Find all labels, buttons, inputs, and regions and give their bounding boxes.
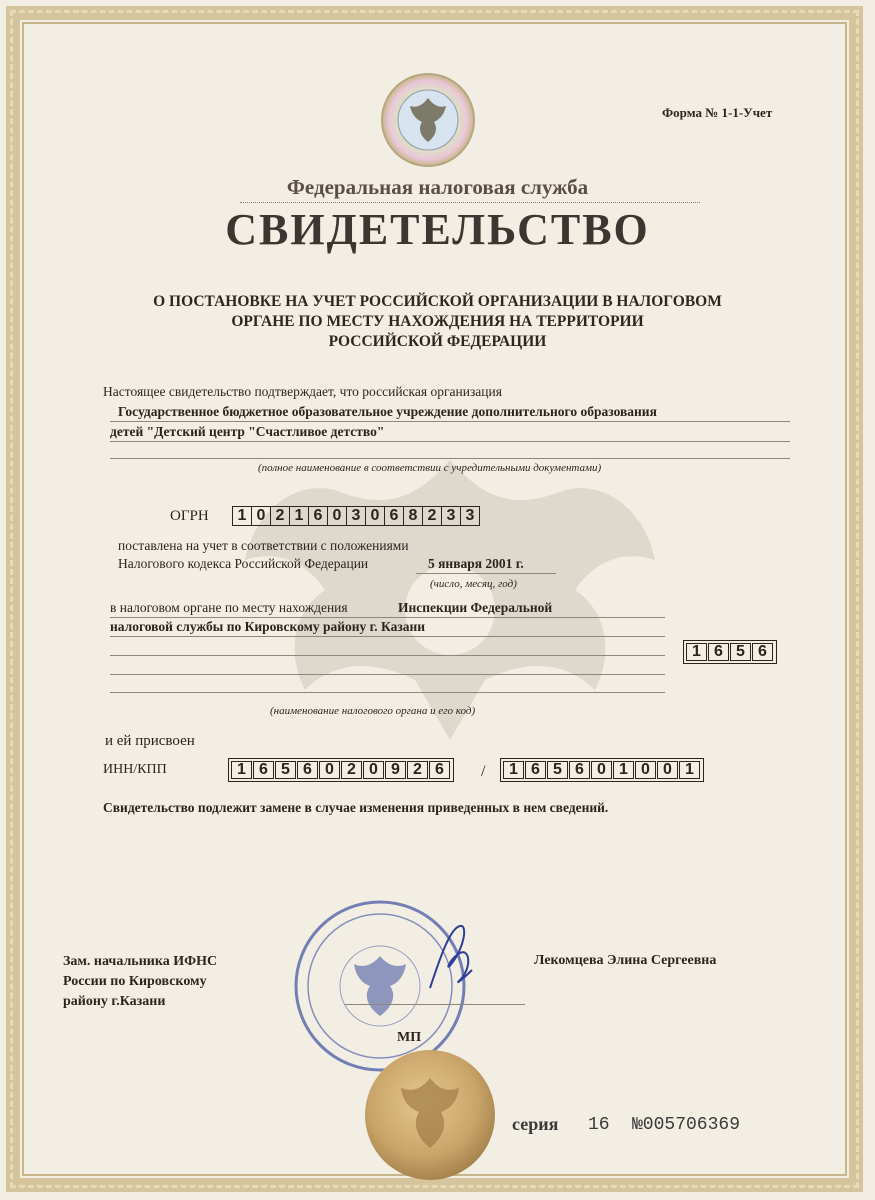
- signer-position-line: Зам. начальника ИФНС: [63, 954, 218, 969]
- rule: [110, 655, 665, 656]
- rule: [110, 458, 790, 459]
- authority-intro: в налоговом органе по месту нахождения: [110, 600, 348, 615]
- authority-name-line-2: налоговой службы по Кировскому району г. Казани: [110, 619, 426, 634]
- ogrn-digit: 2: [271, 507, 290, 525]
- mp-label: МП: [397, 1030, 422, 1045]
- subtitle-line: ОРГАНЕ ПО МЕСТУ НАХОЖДЕНИЯ НА ТЕРРИТОРИИ: [231, 313, 644, 330]
- ogrn-digit: 8: [404, 507, 423, 525]
- ogrn-digit: 0: [328, 507, 347, 525]
- signature: [420, 918, 480, 998]
- ogrn-value: [232, 506, 480, 526]
- inn-kpp-separator: /: [481, 763, 486, 780]
- service-name: Федеральная налоговая служба: [286, 175, 589, 199]
- kpp-digit: 1: [679, 761, 700, 779]
- signer-position-line: району г.Казани: [63, 994, 166, 1009]
- authority-code-digit: 5: [730, 643, 751, 661]
- inn-digit: 6: [253, 761, 274, 779]
- date-caption: (число, месяц, год): [430, 578, 517, 590]
- rule: [110, 441, 790, 442]
- signer-name: Лекомцева Элина Сергеевна: [534, 953, 717, 968]
- service-underline: [240, 202, 700, 203]
- authority-name-line-1: Инспекции Федеральной: [398, 600, 553, 615]
- inn-digit: 0: [319, 761, 340, 779]
- ogrn-label: ОГРН: [170, 508, 209, 524]
- kpp-digit: 1: [503, 761, 524, 779]
- replacement-note: Свидетельство подлежит замене в случае изменения приведенных в нем сведений.: [103, 800, 609, 815]
- document-title: СВИДЕТЕЛЬСТВО: [225, 205, 650, 254]
- signer-position-line: России по Кировскому: [63, 974, 207, 989]
- authority-code-digit: 6: [708, 643, 729, 661]
- inn-digit: 6: [297, 761, 318, 779]
- rule: [110, 636, 665, 637]
- series-value: 16: [588, 1115, 610, 1135]
- ogrn-digit: 2: [423, 507, 442, 525]
- authority-code-digit: 6: [752, 643, 773, 661]
- kpp-digit: 0: [591, 761, 612, 779]
- rule: [110, 617, 665, 618]
- subtitle-line: РОССИЙСКОЙ ФЕДЕРАЦИИ: [328, 333, 547, 350]
- ogrn-digit: 0: [366, 507, 385, 525]
- org-caption: (полное наименование в соответствии с учредительными документами): [258, 462, 602, 474]
- authority-code-digit: 1: [686, 643, 707, 661]
- inn-digit: 2: [407, 761, 428, 779]
- ogrn-digit: 6: [385, 507, 404, 525]
- rule: [110, 421, 790, 422]
- registered-text: поставлена на учет в соответствии с положениями: [118, 538, 409, 553]
- series-label: серия: [512, 1114, 559, 1134]
- rule: [110, 674, 665, 675]
- certificate-number: №005706369: [632, 1115, 741, 1135]
- assigned-text: и ей присвоен: [105, 733, 195, 749]
- kpp-digit: 5: [547, 761, 568, 779]
- gold-seal: [363, 1048, 497, 1182]
- ogrn-digit: 3: [347, 507, 366, 525]
- inn-digit: 2: [341, 761, 362, 779]
- ogrn-digit: 1: [290, 507, 309, 525]
- ogrn-digit: 3: [442, 507, 461, 525]
- signer-position: [63, 952, 217, 1012]
- kpp-digit: 1: [613, 761, 634, 779]
- kpp-digit: 6: [525, 761, 546, 779]
- inn-value: [228, 758, 454, 782]
- inn-digit: 1: [231, 761, 252, 779]
- authority-caption: (наименование налогового органа и его код): [270, 705, 476, 717]
- ogrn-digit: 0: [252, 507, 271, 525]
- hologram-emblem: [380, 72, 476, 168]
- form-number: Форма № 1-1-Учет: [662, 105, 773, 120]
- inn-digit: 5: [275, 761, 296, 779]
- ogrn-digit: 6: [309, 507, 328, 525]
- document-subtitle: [0, 292, 875, 352]
- inn-digit: 6: [429, 761, 450, 779]
- kpp-digit: 0: [657, 761, 678, 779]
- ogrn-digit: 1: [233, 507, 252, 525]
- signature-line: [345, 1004, 525, 1005]
- org-name-line-1: Государственное бюджетное образовательное учреждение дополнительного образования: [118, 404, 657, 419]
- registration-date: 5 января 2001 г.: [428, 556, 524, 571]
- inn-digit: 0: [363, 761, 384, 779]
- tax-code-text: Налогового кодекса Российской Федерации: [118, 556, 369, 571]
- inn-digit: 9: [385, 761, 406, 779]
- kpp-value: [500, 758, 704, 782]
- rule: [416, 573, 556, 574]
- kpp-digit: 0: [635, 761, 656, 779]
- ogrn-digit: 3: [465, 507, 475, 524]
- intro-text: Настоящее свидетельство подтверждает, что российская организация: [103, 384, 502, 399]
- org-name-line-2: детей "Детский центр "Счастливое детство": [110, 424, 385, 439]
- rule: [110, 692, 665, 693]
- kpp-digit: 6: [569, 761, 590, 779]
- authority-code: [683, 640, 777, 664]
- subtitle-line: О ПОСТАНОВКЕ НА УЧЕТ РОССИЙСКОЙ ОРГАНИЗАЦИИ В НАЛОГОВОМ: [153, 293, 722, 310]
- inn-kpp-label: ИНН/КПП: [103, 762, 167, 777]
